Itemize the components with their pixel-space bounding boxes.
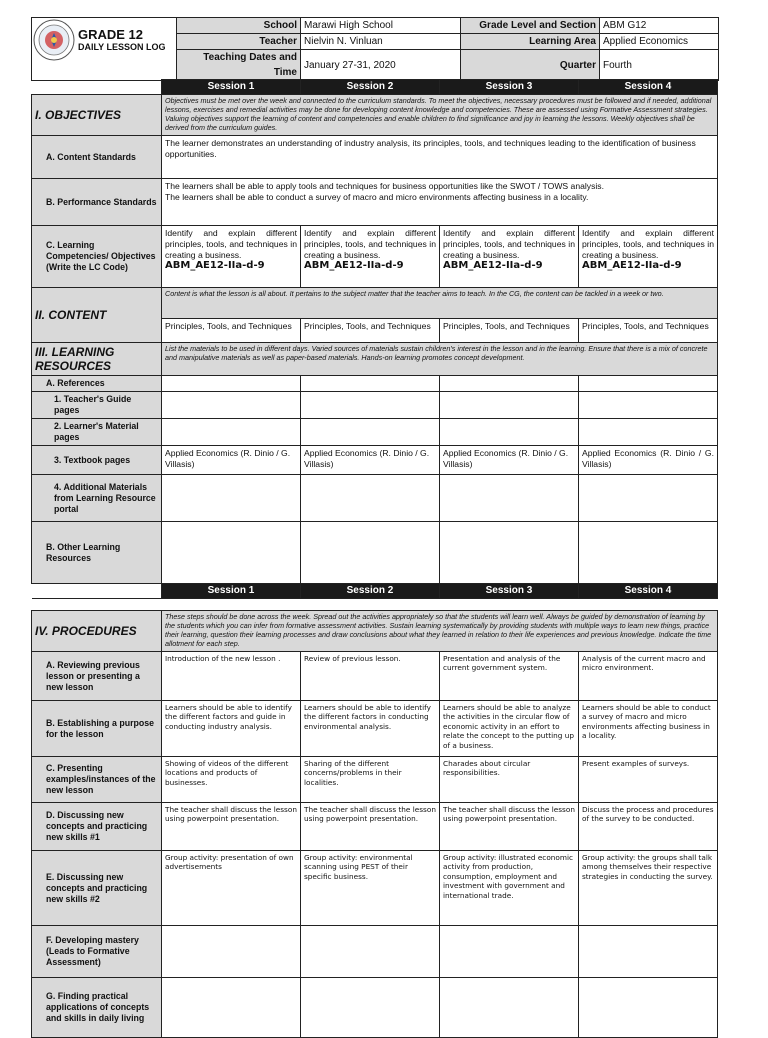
content-session-1: Principles, Tools, and Techniques [162,319,301,343]
teaching-dates-label: Teaching Dates and Time [177,50,301,81]
procedure-c-session-4: Present examples of surveys. [579,757,718,803]
procedure-c-session-2: Sharing of the different concerns/problems in their localities. [301,757,440,803]
session-header-1: Session 1 [162,80,301,95]
footer-blank [32,584,162,599]
learning-area-value: Applied Economics [600,34,719,50]
teaching-dates-value: January 27-31, 2020 [301,50,461,81]
procedures-table [31,610,718,1038]
additional-session-3 [440,475,579,522]
procedure-b-session-1: Learners should be able to identify the different factors and guide in conducting industry analysis. [162,701,301,757]
procedure-a-session-4: Analysis of the current macro and micro environment. [579,652,718,701]
session-header-4: Session 4 [579,80,718,95]
other-resources-label: B. Other Learning Resources [32,522,162,584]
lc-code: ABM_AE12-IIa-d-9 [304,260,404,272]
content-session-4: Principles, Tools, and Techniques [579,319,718,343]
other-session-1 [162,522,301,584]
deped-seal-icon [33,19,75,61]
procedure-f-label: F. Developing mastery (Leads to Formative Assessment) [32,926,162,978]
procedure-e-session-2: Group activity: environmental scanning using PEST of their specific business. [301,851,440,926]
procedure-c-session-1: Showing of videos of the different locations and products of businesses. [162,757,301,803]
content-note: Content is what the lesson is all about. It pertains to the subject matter that the teacher aims to teach. In the CG, the content can be tackled in a week or two. [162,288,718,319]
content-standards-value: The learner demonstrates an understanding of industry analysis, its principles, tools, and techniques leading to the identification of business opportunities. [162,136,718,179]
references-session-4 [579,376,718,392]
lc-code: ABM_AE12-IIa-d-9 [165,260,265,272]
procedure-d-session-2: The teacher shall discuss the lesson using powerpoint presentation. [301,803,440,851]
procedure-b-label: B. Establishing a purpose for the lesson [32,701,162,757]
lm-session-2 [301,419,440,446]
learning-competencies-label: C. Learning Competencies/ Objectives (Write the LC Code) [32,226,162,288]
procedure-e-session-4: Group activity: the groups shall talk among themselves their respective strategies in conducting the survey. [579,851,718,926]
performance-standards-label: B. Performance Standards [32,179,162,226]
content-session-3: Principles, Tools, and Techniques [440,319,579,343]
corner-blank [32,80,162,95]
tg-session-2 [301,392,440,419]
procedure-a-session-2: Review of previous lesson. [301,652,440,701]
session-footer-4: Session 4 [579,584,718,599]
learners-material-label: 2. Learner's Material pages [32,419,162,446]
procedure-a-session-1: Introduction of the new lesson . [162,652,301,701]
procedure-e-session-3: Group activity: illustrated economic activity from production, consumption, employment and investment with government and international trade. [440,851,579,926]
tg-session-1 [162,392,301,419]
performance-standards-value [162,179,718,226]
textbook-session-3: Applied Economics (R. Dinio / G. Villasis) [440,446,579,475]
competency-text: Identify and explain different principles, tools, and techniques in creating a business. [443,228,575,260]
session-header-2: Session 2 [301,80,440,95]
procedure-f-session-4 [579,926,718,978]
competency-session-4 [579,226,718,288]
teachers-guide-label: 1. Teacher's Guide pages [32,392,162,419]
learning-area-label: Learning Area [461,34,600,50]
session-footer-3: Session 3 [440,584,579,599]
lm-session-1 [162,419,301,446]
procedure-g-session-2 [301,978,440,1038]
grade-level-label: Grade Level and Section [461,18,600,34]
competency-text: Identify and explain different principles, tools, and techniques in creating a business. [165,228,297,260]
document-subtitle: DAILY LESSON LOG [78,41,166,52]
quarter-label: Quarter [461,50,600,81]
procedure-g-label: G. Finding practical applications of concepts and skills in daily living [32,978,162,1038]
additional-session-1 [162,475,301,522]
header-title-cell [32,18,177,81]
content-heading: II. CONTENT [32,288,162,343]
competency-session-1 [162,226,301,288]
other-session-4 [579,522,718,584]
procedure-g-session-1 [162,978,301,1038]
session-footer-1: Session 1 [162,584,301,599]
references-label: A. References [32,376,162,392]
references-session-3 [440,376,579,392]
performance-standard-1: The learners shall be able to apply tools and techniques for business opportunities like the SWOT / TOWS analysis. [165,181,604,191]
lesson-log-table-1 [31,79,718,599]
lm-session-3 [440,419,579,446]
procedure-b-session-4: Learners should be able to conduct a survey of macro and micro environments affecting business in a locality. [579,701,718,757]
other-session-2 [301,522,440,584]
content-standards-label: A. Content Standards [32,136,162,179]
other-session-3 [440,522,579,584]
lc-code: ABM_AE12-IIa-d-9 [582,260,682,272]
grade-level-value: ABM G12 [600,18,719,34]
procedure-e-label: E. Discussing new concepts and practicing new skills #2 [32,851,162,926]
document-title: GRADE 12 [78,26,144,42]
tg-session-4 [579,392,718,419]
additional-materials-label: 4. Additional Materials from Learning Resource portal [32,475,162,522]
quarter-value: Fourth [600,50,719,81]
additional-session-2 [301,475,440,522]
lc-code: ABM_AE12-IIa-d-9 [443,260,543,272]
procedures-note: These steps should be done across the week. Spread out the activities appropriately so that the students will learn well. Always be guided by demonstration of learning by the students which you can infer from formative assessment activities. Sustain learning systematically by providing students with multiple ways to learn new things, practice their learning, question their learning processes and draw conclusions about what they learned in relation to their life experiences and previous knowledge. Indicate the time allotment for each step. [162,611,718,652]
competency-text: Identify and explain different principles, tools, and techniques in creating a business. [582,228,714,260]
tg-session-3 [440,392,579,419]
procedure-g-session-3 [440,978,579,1038]
procedure-e-session-1: Group activity: presentation of own advertisements [162,851,301,926]
references-session-2 [301,376,440,392]
procedure-d-session-3: The teacher shall discuss the lesson using powerpoint presentation. [440,803,579,851]
performance-standard-2: The learners shall be able to conduct a survey of macro and micro environments affecting business in a locality. [165,191,589,202]
content-session-2: Principles, Tools, and Techniques [301,319,440,343]
procedure-d-label: D. Discussing new concepts and practicing new skills #1 [32,803,162,851]
session-footer-2: Session 2 [301,584,440,599]
competency-text: Identify and explain different principles, tools, and techniques in creating a business. [304,228,436,260]
references-session-1 [162,376,301,392]
procedure-f-session-1 [162,926,301,978]
competency-session-2 [301,226,440,288]
procedure-f-session-2 [301,926,440,978]
lm-session-4 [579,419,718,446]
learning-resources-note: List the materials to be used in different days. Varied sources of materials sustain children's interest in the lesson and in the learning. Ensure that there is a mix of concrete and manipulative materials as well as paper-based materials. Hands-on learning promotes concept development. [162,343,718,376]
procedure-f-session-3 [440,926,579,978]
procedure-c-label: C. Presenting examples/instances of the new lesson [32,757,162,803]
textbook-pages-label: 3. Textbook pages [32,446,162,475]
procedure-d-session-4: Discuss the process and procedures of the survey to be conducted. [579,803,718,851]
procedures-heading: IV. PROCEDURES [32,611,162,652]
competency-session-3 [440,226,579,288]
objectives-note: Objectives must be met over the week and connected to the curriculum standards. To meet the objectives, necessary procedures must be followed and if needed, additional lessons, exercises and remedial activities may be done for developing content knowledge and competencies. These are assessed using Formative Assessment strategies. Valuing objectives support the learning of content and competencies and enable children to find significance and joy in learning the lessons. Weekly objectives shall be derived from the curriculum guides. [162,95,718,136]
procedure-d-session-1: The teacher shall discuss the lesson using powerpoint presentation. [162,803,301,851]
procedure-a-label: A. Reviewing previous lesson or presenting a new lesson [32,652,162,701]
procedure-a-session-3: Presentation and analysis of the current government system. [440,652,579,701]
teacher-label: Teacher [177,34,301,50]
school-label: School [177,18,301,34]
objectives-heading: I. OBJECTIVES [32,95,162,136]
teacher-value: Nielvin N. Vinluan [301,34,461,50]
header-table [31,17,719,81]
textbook-session-4: Applied Economics (R. Dinio / G. Villasis) [579,446,718,475]
procedure-b-session-3: Learners should be able to analyze the activities in the circular flow of economic activity in an effort to relate the concept to the putting up of a business. [440,701,579,757]
textbook-session-2: Applied Economics (R. Dinio / G. Villasis) [301,446,440,475]
procedure-b-session-2: Learners should be able to identify the different factors in conducting environmental analysis. [301,701,440,757]
session-header-3: Session 3 [440,80,579,95]
procedure-c-session-3: Charades about circular responsibilities. [440,757,579,803]
learning-resources-heading: III. LEARNING RESOURCES [32,343,162,376]
procedure-g-session-4 [579,978,718,1038]
school-value: Marawi High School [301,18,461,34]
textbook-session-1: Applied Economics (R. Dinio / G. Villasis) [162,446,301,475]
additional-session-4 [579,475,718,522]
